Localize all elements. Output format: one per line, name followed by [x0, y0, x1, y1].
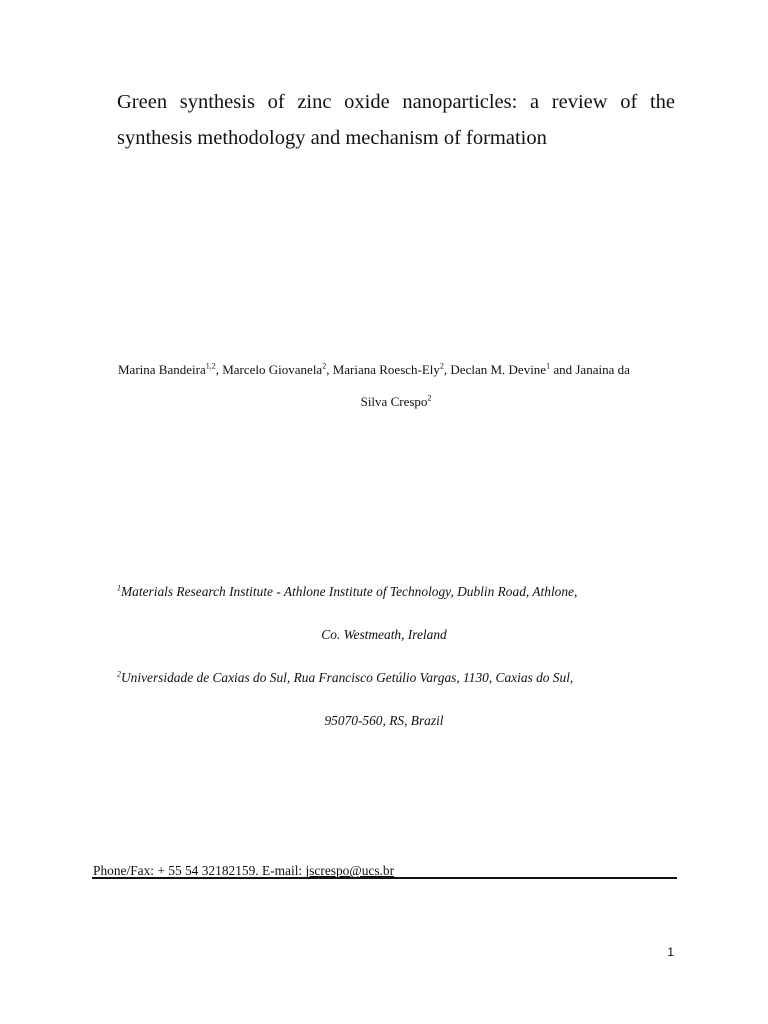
author-affiliation-mark: 2 [427, 393, 432, 403]
paper-title [117, 84, 675, 156]
affiliation-1-line-1 [100, 582, 685, 602]
affiliation-2-line-2: 95070-560, RS, Brazil [324, 713, 444, 728]
author-name: Janaina da [575, 362, 630, 377]
affiliation-text: Universidade de Caxias do Sul, Rua Francisco Getúlio Vargas, 1130, Caxias do Sul, [121, 670, 574, 685]
author-affiliation-mark: 2 [322, 361, 327, 371]
author-affiliation-mark: 1,2 [205, 361, 216, 371]
affiliation-number: 1 [117, 583, 121, 593]
author-separator: , [326, 362, 333, 377]
author-name: Mariana Roesch-Ely [332, 362, 440, 377]
affiliation-1-line-2: Co. Westmeath, Ireland [321, 627, 447, 642]
author-separator: , [443, 362, 451, 377]
author-affiliation-mark: 2 [439, 361, 444, 371]
contact-email-link[interactable]: jscrespo@ucs.br [305, 863, 395, 878]
contact-footnote [93, 861, 394, 881]
contact-phone-text: Phone/Fax: + 55 54 32182159. E-mail: [93, 863, 306, 878]
title-line-1: Green synthesis of zinc oxide nanoparticles: a review of the [117, 91, 675, 113]
affiliation-number: 2 [117, 669, 121, 679]
author-name: Marina Bandeira [118, 362, 206, 377]
author-name: Marcelo Giovanela [222, 362, 323, 377]
affiliation-text: Materials Research Institute - Athlone Institute of Technology, Dublin Road, Athlone, [121, 584, 578, 599]
author-affiliation-mark: 1 [546, 361, 551, 371]
author-name-continued: Silva Crespo [360, 394, 428, 409]
author-line-1 [118, 354, 674, 386]
page-number: 1 [667, 945, 674, 959]
author-separator: and [550, 362, 576, 377]
author-separator: , [215, 362, 223, 377]
affiliation-2-line-1 [100, 668, 685, 688]
author-line-2 [118, 386, 674, 418]
author-list [118, 354, 674, 418]
author-name: Declan M. Devine [450, 362, 547, 377]
title-line-2: synthesis methodology and mechanism of formation [117, 127, 547, 149]
